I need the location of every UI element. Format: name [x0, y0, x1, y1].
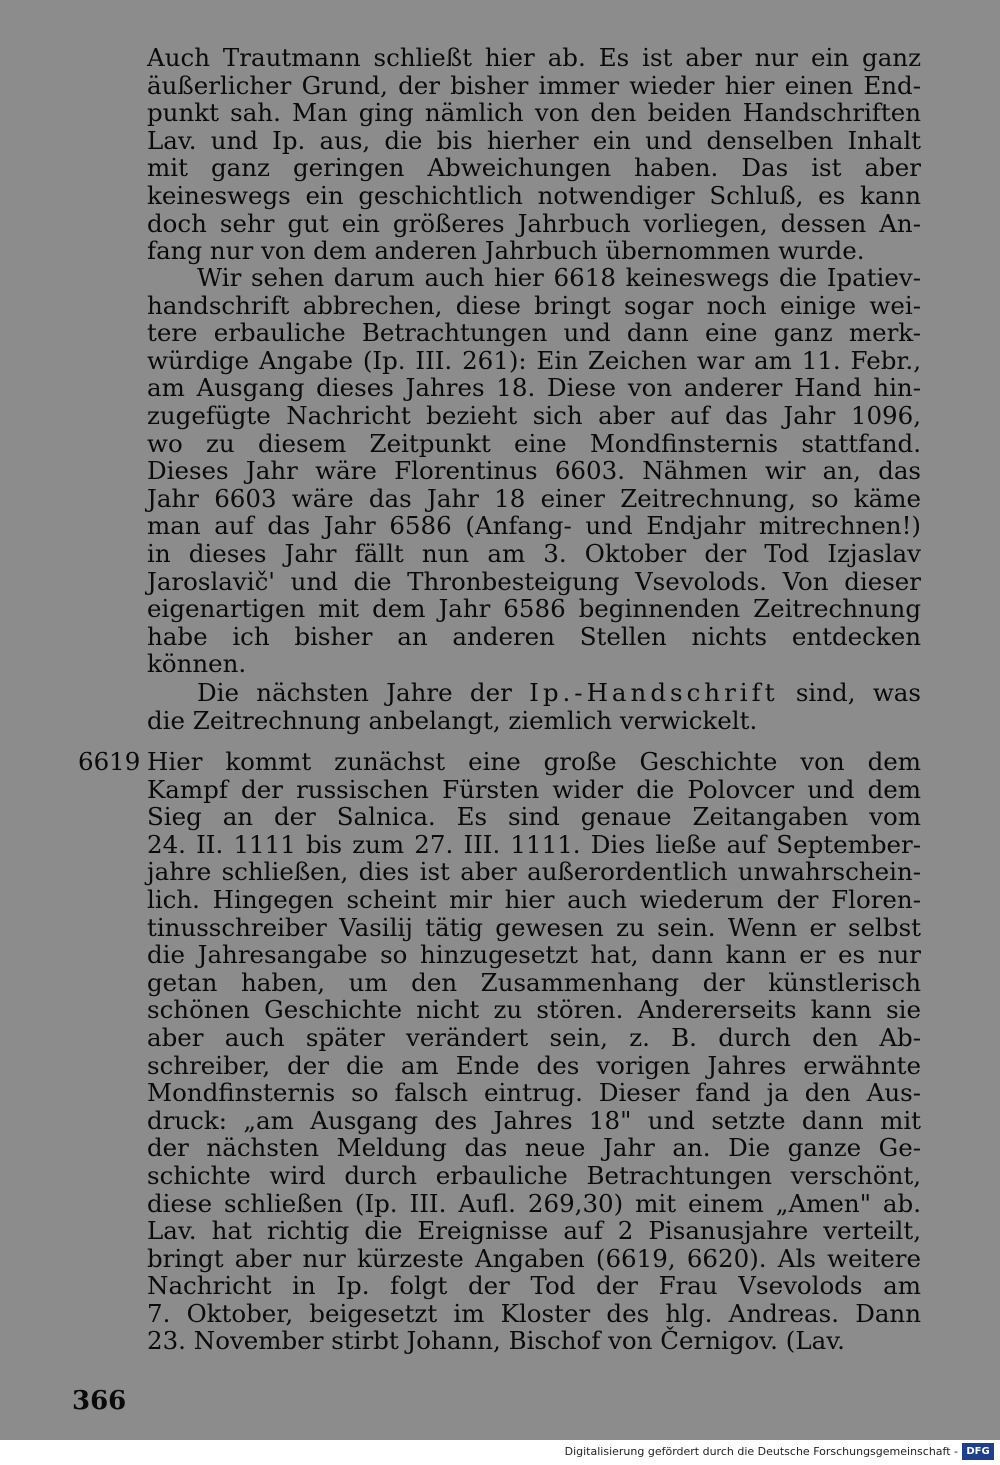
dfg-logo: DFG: [962, 1443, 994, 1460]
p4-line: schichte wird durch erbauliche Betrachtungen verschönt,: [147, 1160, 921, 1190]
p4-line: druck: „am Ausgang des Jahres 18" und setzte dann mit: [147, 1105, 921, 1135]
paragraph-3: [147, 679, 921, 734]
p4-line: tinusschreiber Vasilij tätig gewesen zu sein. Wenn er selbst: [147, 912, 921, 942]
digitization-footer: [0, 1440, 1000, 1465]
paragraph-3-line-1: [147, 679, 921, 707]
p4-line: schreiber, der die am Ende des vorigen Jahres erwähnte: [147, 1050, 921, 1080]
p2-line: handschrift abbrechen, diese bringt sogar noch einige wei-: [147, 290, 921, 320]
p1-line: Lav. und Ip. aus, die bis hierher ein und denselben Inhalt: [147, 125, 921, 155]
p2-line: würdige Angabe (Ip. III. 261): Ein Zeichen war am 11. Febr.,: [147, 345, 921, 375]
p1-line: äußerlicher Grund, der bisher immer wieder hier einen End-: [147, 70, 921, 100]
p4-line: getan haben, um den Zusammenhang der künstlerisch: [147, 967, 921, 997]
footer-credit: Digitalisierung gefördert durch die Deutsche Forschungsgemeinschaft -: [564, 1445, 958, 1458]
p2-line: können.: [147, 649, 247, 679]
paragraph-2: [147, 264, 921, 678]
p4-line: Lav. hat richtig die Ereignisse auf 2 Pisanusjahre verteilt,: [147, 1216, 921, 1246]
p4-line: 7. Oktober, beigesetzt im Kloster des hlg. Andreas. Dann: [147, 1298, 921, 1328]
p2-line: in dieses Jahr fällt nun am 3. Oktober der Tod Izjaslav: [147, 538, 921, 568]
p4-line: die Jahresangabe so hinzugesetzt hat, dann kann er es nur: [147, 940, 921, 970]
p4-line: bringt aber nur kürzeste Angaben (6619, 6620). Als weitere: [147, 1243, 921, 1273]
paragraph-3-prefix: Die nächsten Jahre der: [197, 678, 530, 707]
p2-line: wo zu diesem Zeitpunkt eine Mondfinsternis stattfand.: [147, 428, 921, 458]
p4-line: lich. Hingegen scheint mir hier auch wiederum der Floren-: [147, 884, 921, 914]
p2-line: am Ausgang dieses Jahres 18. Diese von anderer Hand hin-: [147, 373, 921, 403]
paragraph-3-suffix: sind, was: [778, 678, 921, 707]
p4-line: Mondfinsternis so falsch eintrug. Dieser fand ja den Aus-: [147, 1078, 921, 1108]
p4-line: Hier kommt zunächst eine große Geschichte von dem: [147, 747, 921, 776]
p2-line: eigenartigen mit dem Jahr 6586 beginnenden Zeitrechnung: [147, 594, 921, 624]
p2-line: zugefügte Nachricht bezieht sich aber auf das Jahr 1096,: [147, 400, 921, 430]
p2-line: habe ich bisher an anderen Stellen nichts entdecken: [147, 621, 921, 651]
p2-line: Jahr 6603 wäre das Jahr 18 einer Zeitrechnung, so käme: [147, 483, 921, 513]
p4-line: 24. II. 1111 bis zum 27. III. 1111. Dies ließe auf September-: [147, 829, 921, 859]
p1-line: Auch Trautmann schließt hier ab. Es ist aber nur ein ganz: [147, 43, 921, 72]
p2-line: Jaroslavič' und die Thronbesteigung Vsevolods. Von dieser: [147, 566, 921, 596]
p4-line: Kampf der russischen Fürsten wider die Polovcer und dem: [147, 774, 921, 804]
margin-year-label: 6619: [78, 747, 141, 776]
p2-line: Wir sehen darum auch hier 6618 keineswegs die Ipatiev-: [197, 263, 921, 292]
paragraph-1: [147, 44, 921, 265]
ip-handschrift-emphasis: Ip.-Handschrift: [529, 678, 779, 707]
p2-line: Dieses Jahr wäre Florentinus 6603. Nähmen wir an, das: [147, 456, 921, 486]
p1-line: punkt sah. Man ging nämlich von den beiden Handschriften: [147, 98, 921, 128]
p2-line: man auf das Jahr 6586 (Anfang- und Endjahr mitrechnen!): [147, 511, 921, 541]
p4-line: der nächsten Meldung das neue Jahr an. Die ganze Ge-: [147, 1133, 921, 1163]
p4-line: jahre schließen, dies ist aber außerordentlich unwahrschein-: [147, 857, 921, 887]
p1-line: fang nur von dem anderen Jahrbuch übernommen wurde.: [147, 236, 865, 266]
p1-line: doch sehr gut ein größeres Jahrbuch vorliegen, dessen An-: [147, 208, 921, 238]
paragraph-4: [147, 748, 921, 1355]
p4-line: Nachricht in Ip. folgt der Tod der Frau Vsevolods am: [147, 1271, 921, 1301]
p4-line: 23. November stirbt Johann, Bischof von Černigov. (Lav.: [147, 1326, 845, 1356]
p4-line: diese schließen (Ip. III. Aufl. 269,30) mit einem „Amen" ab.: [147, 1188, 921, 1218]
paragraph-3-line-2: die Zeitrechnung anbelangt, ziemlich verwickelt.: [147, 705, 758, 735]
p1-line: keineswegs ein geschichtlich notwendiger Schluß, es kann: [147, 180, 921, 210]
p4-line: aber auch später verändert sein, z. B. durch den Ab-: [147, 1022, 921, 1052]
p4-line: schönen Geschichte nicht zu stören. Andererseits kann sie: [147, 995, 921, 1025]
p1-line: mit ganz geringen Abweichungen haben. Das ist aber: [147, 153, 921, 183]
p4-line: Sieg an der Salnica. Es sind genaue Zeitangaben vom: [147, 802, 921, 832]
p2-line: tere erbauliche Betrachtungen und dann eine ganz merk-: [147, 318, 921, 348]
page-number: 366: [72, 1386, 127, 1416]
